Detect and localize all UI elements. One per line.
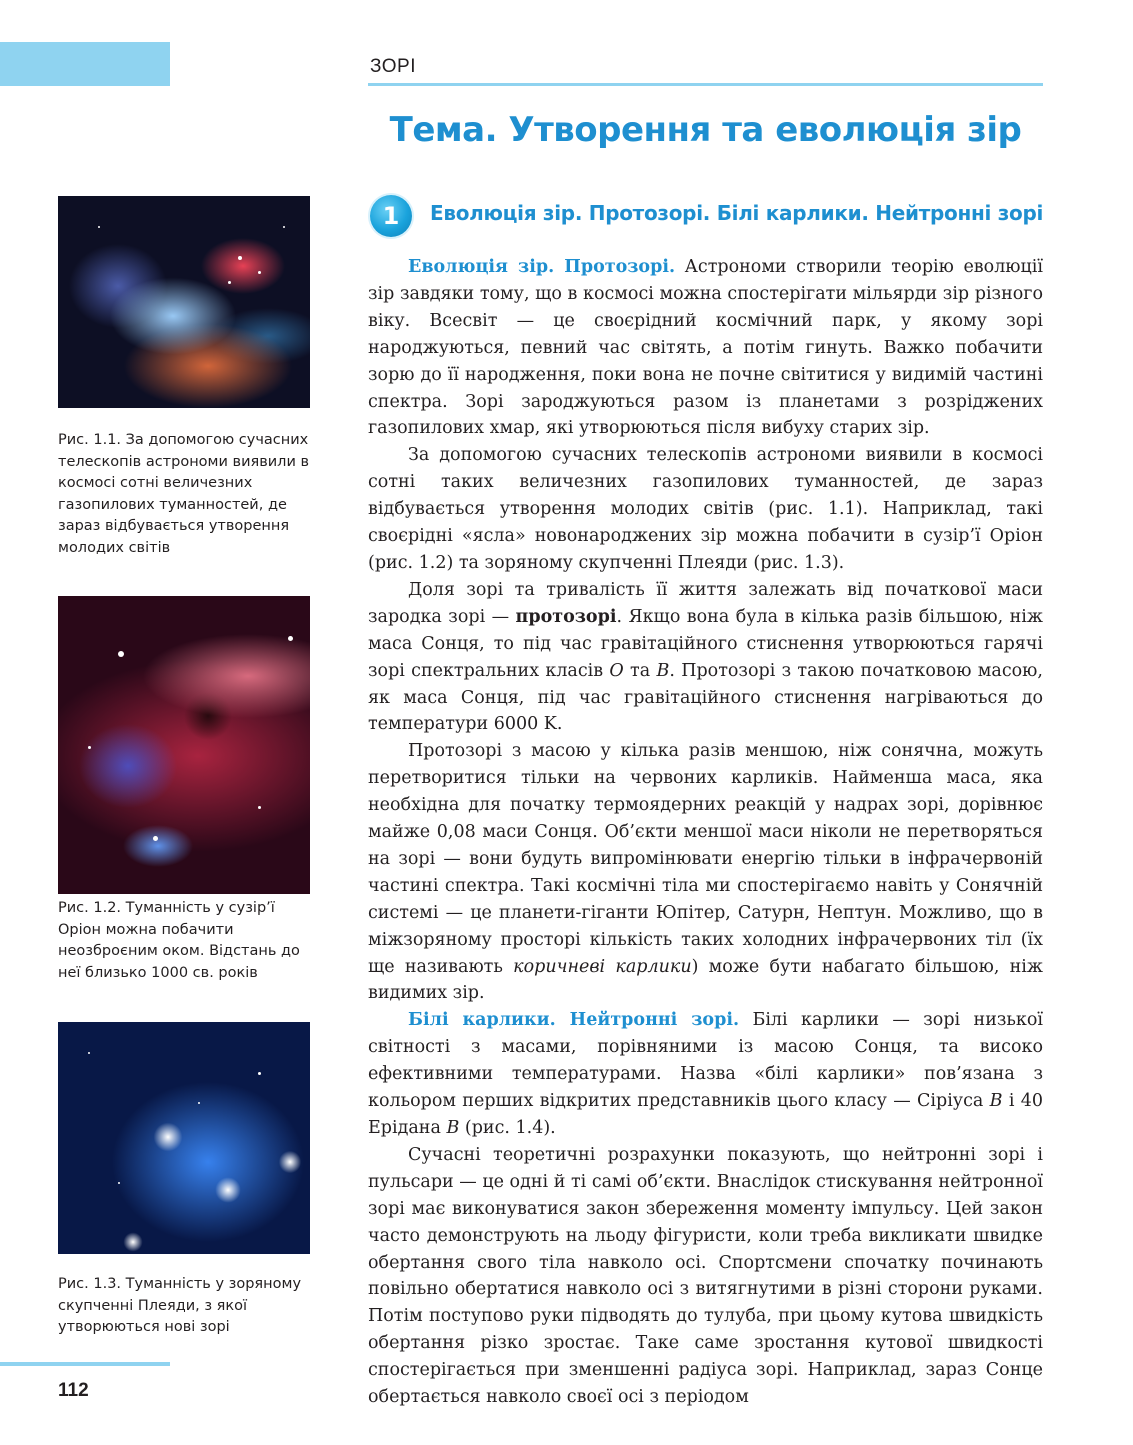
paragraph-1: Еволюція зір. Протозорі. Астрономи створили теорію еволюції зір завдяки тому, що в космосі можна спостерігати мільярди зір різного віку. Всесвіт — це своєрідний космічний парк, у якому зорі народжуються, певний час світять, а потім гинуть. Важко побачити зорю до її народження, поки вона не почне світитися у видимій частині спектра. Зорі зароджуються разом із планетами з розріджених газопилових хмар, які утворюються після вибуху старих зір. xyxy=(368,257,1043,439)
star xyxy=(228,281,231,284)
star xyxy=(283,226,285,228)
figure-2-horsehead-nebula-image xyxy=(58,596,310,894)
star xyxy=(258,1072,261,1075)
star xyxy=(238,256,242,260)
term-brown-dwarfs: коричневі карлики xyxy=(513,956,692,977)
figure-2-caption: Рис. 1.2. Туманність у сузір’ї Оріон можна побачити неозброєним оком. Відстань до неї близько 1000 св. років xyxy=(58,900,300,981)
figure-1-nebula-image xyxy=(58,196,310,408)
page-title: Тема. Утворення та еволюція зір xyxy=(389,110,1022,150)
star xyxy=(88,1052,90,1054)
paragraph-6: Сучасні теоретичні розрахунки показують, що нейтронні зорі і пульсари — це одні й ті самі об’єкти. Внаслідок стискування нейтронної зорі має виконуватися закон збереження моменту імпульсу. Цей закон часто демонструють на льоду фігуристи, коли треба викликати швидке обертання свого тіла навколо осі. Спортсмени спочатку починають повільно обертатися навколо осі з витягнутими в різні сторони руками. Потім поступово руки підводять до тулуба, при цьому кутова швидкість обертання різко зростає. Таке саме зростання кутової швидкості спостерігається при зменшенні радіуса зорі. Наприклад, зараз Сонце обертається навколо своєї осі з періодом xyxy=(368,1144,1043,1408)
section-number-badge: 1 xyxy=(370,195,412,237)
star xyxy=(118,1182,120,1184)
lead-evolution: Еволюція зір. Протозорі. xyxy=(408,257,676,277)
star xyxy=(288,636,293,641)
term-protostar: протозорі xyxy=(515,606,617,627)
section-label: ЗОРІ xyxy=(370,56,416,77)
star xyxy=(88,746,91,749)
main-text xyxy=(368,254,1043,1411)
page-number: 112 xyxy=(58,1380,89,1401)
star xyxy=(153,836,158,841)
section-heading: Еволюція зір. Протозорі. Білі карлики. Нейтронні зорі xyxy=(430,201,1044,225)
figure-1-caption: Рис. 1.1. За допомогою сучасних телескопів астрономи виявили в космосі сотні величезних газопилових туманностей, де зараз відбувається утворення молодих світів xyxy=(58,432,310,556)
star xyxy=(258,271,261,274)
paragraph-3: Доля зорі та тривалість її життя залежать від початкової маси зародка зорі — протозорі. Якщо вона була в кілька разів більшою, ніж маса Сонця, то під час гравітаційного стиснення утворюються гарячі зорі спектральних класів O та B. Протозорі з такою початковою масою, як маса Сонця, під час гравітаційного стиснення нагріваються до температури 6000 K. xyxy=(368,579,1043,735)
star xyxy=(118,651,124,657)
paragraph-2: За допомогою сучасних телескопів астрономи виявили в космосі сотні таких величезних газопилових туманностей, де зараз відбувається утворення молодих світів (рис. 1.1). Наприклад, такі своєрідні «ясла» новонароджених зір можна побачити в сузір’ї Оріон (рис. 1.2) та зоряному скупченні Плеяди (рис. 1.3). xyxy=(368,445,1043,573)
footer-rule xyxy=(0,1362,170,1366)
star xyxy=(258,806,261,809)
corner-tab xyxy=(0,42,170,86)
figure-3-pleiades-image xyxy=(58,1022,310,1254)
header-rule xyxy=(368,83,1043,86)
star xyxy=(198,1102,200,1104)
figure-3-caption: Рис. 1.3. Туманність у зоряному скупченні Плеяди, з якої утворюються нові зорі xyxy=(58,1276,302,1335)
lead-white-dwarfs: Білі карлики. Нейтронні зорі. xyxy=(408,1010,740,1031)
star xyxy=(98,226,100,228)
paragraph-4: Протозорі з масою у кілька разів меншою, ніж сонячна, можуть перетворитися тільки на червоних карликів. Найменша маса, яка необхідна для початку термоядерних реакцій у надрах зорі, дорівнює майже 0,08 маси Сонця. Об’єкти меншої маси ніколи не перетворяться на зорі — вони будуть випромінювати енергію тільки в інфрачервоній частині спектра. Такі космічні тіла ми спостерігаємо навіть у Сонячній системі — це планети-гіганти Юпітер, Сатурн, Нептун. Можливо, що в міжзоряному просторі кількість таких холодних інфрачервоних тіл (їх ще називають коричневі карлики) може бути набагато більшою, ніж видимих зір. xyxy=(368,741,1043,1004)
paragraph-5: Білі карлики. Нейтронні зорі. Білі карлики — зорі низької світності з масами, порівняними із масою Сонця, та високо ефективними температурами. Назва «білі карлики» пов’язана з кольором перших відкритих представників цього класу — Сіріуса B і 40 Ерідана B (рис. 1.4). xyxy=(368,1010,1043,1138)
